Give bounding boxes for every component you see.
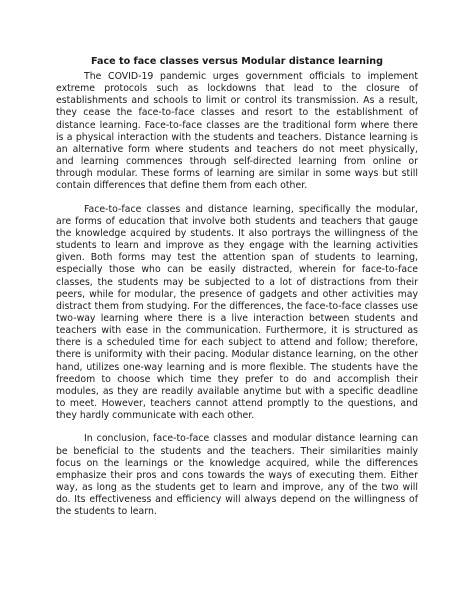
- paragraph-introduction: The COVID-19 pandemic urges government officials to implement extreme protocols such as lockdowns that lead to the closure of establishments and schools to limit or control its transmission. As a result, they cease the face-to-face classes and resort to the establishment of distance learning. Face-to-face classes are the traditional form where there is a physical interaction with the students and teachers. Distance learning is an alternative form where students and teachers do not meet physically, and learning commences through self-directed learning from online or through modular. These forms of learning are similar in some ways but still contain differences that define them from each other.: [56, 71, 418, 192]
- document-title: Face to face classes versus Modular distance learning: [91, 56, 383, 67]
- document-body: [56, 71, 418, 529]
- paragraph-conclusion: In conclusion, face-to-face classes and modular distance learning can be beneficial to the students and the teachers. Their similarities mainly focus on the learnings or the knowledge acquired, while the differences emphasize their pros and cons towards the ways of executing them. Either way, as long as the students get to learn and improve, any of the two will do. Its effectiveness and efficiency will always depend on the willingness of the students to learn.: [56, 433, 418, 518]
- paragraph-comparison: Face-to-face classes and distance learning, specifically the modular, are forms of education that involve both students and teachers that gauge the knowledge acquired by students. It also portrays the willingness of the students to learn and improve as they engage with the learning activities given. Both forms may test the attention span of students to learning, especially those who can be easily distracted, wherein for face-to-face classes, the students may be subjected to a lot of distractions from their peers, while for modular, the presence of gadgets and other activities may distract them from studying. For the differences, the face-to-face classes use two-way learning where there is a live interaction between students and teachers with ease in the communication. Furthermore, it is structured as there is a scheduled time for each subject to attend and follow; therefore, there is uniformity with their pacing. Modular distance learning, on the other hand, utilizes one-way learning and is more flexible. The students have the freedom to choose which time they prefer to do and accomplish their modules, as they are readily available anytime but with a specific deadline to meet. However, teachers cannot attend promptly to the questions, and they hardly communicate with each other.: [56, 203, 418, 422]
